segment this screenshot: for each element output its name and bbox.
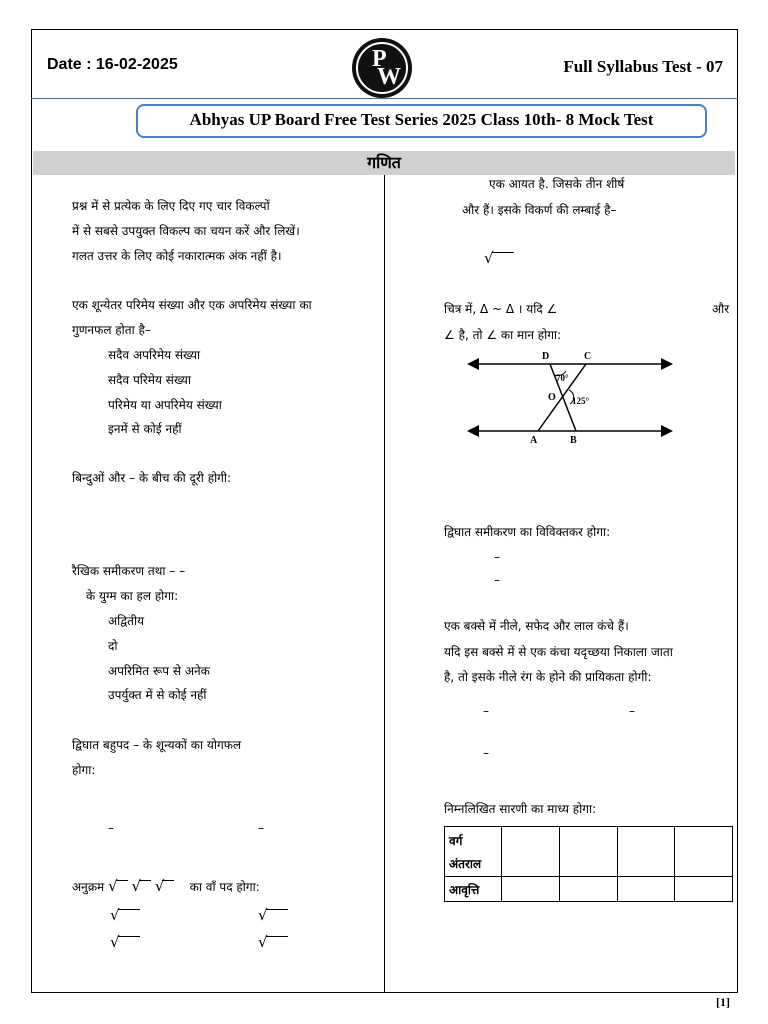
option: √: [258, 934, 288, 951]
question-text: द्विघात बहुपद – के शून्यकों का योगफल: [72, 738, 242, 752]
option: उपर्युक्त में से कोई नहीं: [108, 688, 207, 702]
option: –: [494, 550, 500, 564]
option: √: [110, 907, 140, 924]
table-cell: [559, 827, 617, 877]
sqrt-symbol: √: [131, 877, 142, 895]
option: इनमें से कोई नहीं: [108, 422, 182, 436]
question-text: निम्नलिखित सारणी का माध्य होगा:: [444, 802, 597, 816]
question-text: बिन्दुओं और – के बीच की दूरी होगी:: [72, 471, 232, 485]
table-cell: [675, 827, 733, 877]
option: परिमेय या अपरिमेय संख्या: [108, 398, 222, 412]
header-divider: [31, 98, 738, 99]
question-text: और हैं। इसके विकर्ण की लम्बाई है–: [462, 203, 617, 217]
label-c: C: [584, 351, 592, 362]
option: –: [483, 746, 489, 760]
sqrt-symbol: √: [108, 877, 118, 895]
instructions-line: गलत उत्तर के लिए कोई नकारात्मक अंक नहीं है।: [72, 249, 282, 263]
option: –: [258, 821, 264, 835]
question-text: यदि इस बक्से में से एक कंचा यदृच्छया निकाला जाता: [444, 645, 673, 659]
angle-label: 125°: [572, 396, 590, 406]
label-o: O: [548, 392, 556, 403]
test-date: Date : 16-02-2025: [47, 56, 178, 73]
option: सदैव अपरिमेय संख्या: [108, 348, 201, 362]
label-d: D: [542, 351, 550, 362]
table-cell: [675, 877, 733, 902]
question-text: ∠ है, तो ∠ का मान होगा:: [444, 328, 562, 342]
option: √: [110, 934, 140, 951]
table-cell: [559, 877, 617, 902]
question-text: गुणनफल होता है–: [72, 323, 151, 337]
pw-logo: P W: [352, 38, 412, 98]
question-text: रैखिक समीकरण तथा – –: [72, 564, 186, 578]
option: √: [484, 250, 514, 267]
question-text: और: [712, 302, 730, 316]
option: अपरिमित रूप से अनेक: [108, 664, 210, 678]
question-text: द्विघात समीकरण का विविक्तकर होगा:: [444, 525, 611, 539]
question-text: एक बक्से में नीले, सफेद और लाल कंचे हैं।: [444, 619, 629, 633]
table-cell: [617, 877, 675, 902]
option: अद्वितीय: [108, 614, 145, 628]
option: –: [629, 704, 635, 718]
question-text: एक आयत है. जिसके तीन शीर्ष: [489, 177, 625, 191]
geometry-figure: [466, 348, 676, 448]
frequency-table: [444, 826, 733, 902]
table-cell: [617, 827, 675, 877]
series-title: Abhyas UP Board Free Test Series 2025 Class 10th- 8 Mock Test: [136, 104, 707, 138]
page-number: [1]: [716, 995, 730, 1009]
table-header-cell: आवृत्ति: [445, 877, 502, 902]
option: –: [483, 704, 489, 718]
question-text: चित्र में, Δ ~ Δ । यदि ∠: [444, 302, 558, 316]
question-text: के युग्म का हल होगा:: [86, 589, 179, 603]
test-name: Full Syllabus Test - 07: [563, 57, 723, 76]
question-text: अनुक्रम √ √ √ का वाँ पद होगा:: [72, 877, 260, 895]
table-cell: [502, 827, 560, 877]
table-row: [445, 877, 733, 902]
question-text: होगा:: [72, 763, 96, 777]
label-a: A: [530, 435, 538, 446]
question-text: है, तो इसके नीले रंग के होने की प्रायिकता होगी:: [444, 670, 652, 684]
table-row: [445, 827, 733, 877]
option: –: [494, 573, 500, 587]
label-b: B: [570, 435, 577, 446]
instructions-line: प्रश्न में से प्रत्येक के लिए दिए गए चार विकल्पों: [72, 199, 270, 213]
angle-label: 70°: [556, 373, 569, 383]
table-cell: [502, 877, 560, 902]
subject-heading: गणित: [33, 151, 735, 175]
column-divider: [384, 175, 385, 993]
table-header-cell: वर्ग अंतराल: [445, 827, 502, 877]
option: √: [258, 907, 288, 924]
instructions-line: में से सबसे उपयुक्त विकल्प का चयन करें और लिखें।: [72, 224, 300, 238]
option: दो: [108, 639, 118, 653]
option: –: [108, 821, 114, 835]
sqrt-symbol: √: [154, 877, 165, 895]
question-text: एक शून्येतर परिमेय संख्या और एक अपरिमेय संख्या का: [72, 298, 312, 312]
option: सदैव परिमेय संख्या: [108, 373, 191, 387]
